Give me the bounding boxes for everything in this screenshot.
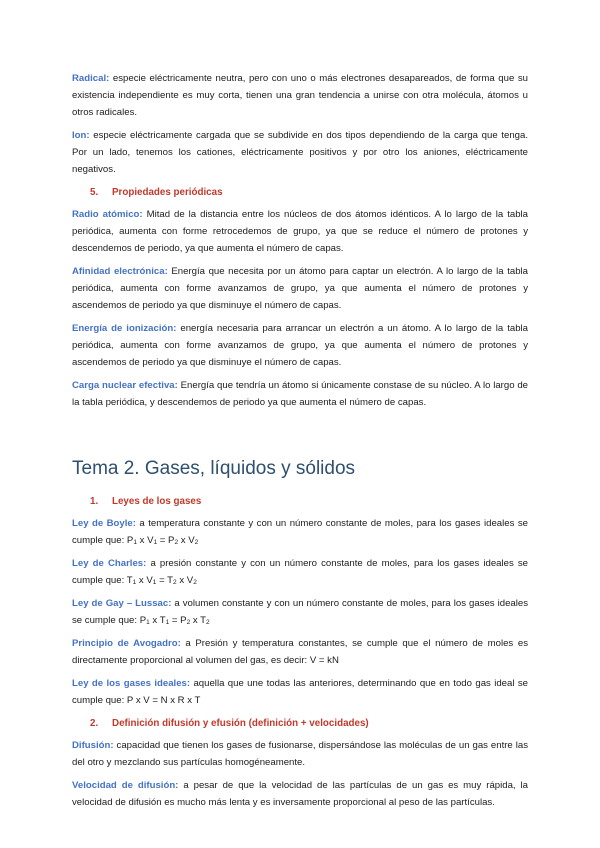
definition-text: a presión constante y con un número constante de moles, para los gases ideales se cumple que: T xyxy=(72,558,528,586)
definition-text: a temperatura constante y con un número constante de moles, para los gases ideales se cumple que: P xyxy=(72,518,528,546)
term-label: Difusión: xyxy=(72,740,114,751)
definition-ley-gay-lussac xyxy=(72,595,528,629)
definition-ley-gases-ideales xyxy=(72,675,528,709)
subscript: 2 xyxy=(186,619,191,626)
subscript: 1 xyxy=(152,579,157,586)
definition-afinidad-electronica xyxy=(72,263,528,314)
section-heading-1 xyxy=(90,493,528,510)
term-label: Energía de ionización: xyxy=(72,323,177,334)
term-label: Principio de Avogadro: xyxy=(72,638,181,649)
chapter-title: Tema 2. Gases, líquidos y sólidos xyxy=(72,458,356,479)
subscript: 2 xyxy=(174,539,179,546)
formula-part: = T xyxy=(156,575,174,586)
term-label: Radio atómico: xyxy=(72,209,143,220)
formula-part: x V xyxy=(136,535,154,546)
definition-text: Energía que necesita por un átomo para captar un electrón. A lo largo de la tabla periódica, aumenta con forme avanzamos de grupo, ya que aumenta el número de protones y ascendemos de periodo ya que disminuye el número de capas. xyxy=(72,266,529,311)
definition-ley-boyle xyxy=(72,515,528,549)
formula-part: x T xyxy=(149,615,166,626)
definition-text: especie eléctricamente neutra, pero con uno o más electrones desapareados, de forma que su existencia independiente es muy corta, tienen una gran tendencia a unirse con otra molécula, átomos u otros radicales. xyxy=(72,73,528,118)
definition-text: energía necesaria para arrancar un electrón a un átomo. A lo largo de la tabla periódica, aumenta con forme avanzamos de grupo, ya que aumenta el número de protones y ascendemos de periodo ya que disminuye el número de capas. xyxy=(72,323,528,368)
term-label: Ley de Gay – Lussac: xyxy=(72,598,172,609)
definition-principio-avogadro xyxy=(72,635,528,669)
definition-text: especie eléctricamente cargada que se subdivide en dos tipos dependiendo de la carga que tenga. Por un lado, tenemos los cationes, eléctricamente positivos y por otro los aniones, eléctricamente negativos. xyxy=(72,130,528,175)
definition-difusion xyxy=(72,737,528,771)
definition-text: capacidad que tienen los gases de fusionarse, dispersándose las moléculas de un gas entre las del otro y mezclando sus partículas homogéneamente. xyxy=(72,740,528,768)
subscript: 2 xyxy=(194,539,199,546)
definition-text: a pesar de que la velocidad de las partículas de un gas es muy rápida, la velocidad de difusión es mucho más lenta y es inversamente proporcional al peso de las partículas. xyxy=(72,780,529,808)
term-label: Ley de los gases ideales: xyxy=(72,678,191,689)
formula-part: = P xyxy=(157,535,175,546)
subscript: 2 xyxy=(173,579,177,586)
term-label: Carga nuclear efectiva: xyxy=(72,380,178,391)
definition-text: a volumen constante y con un número constante de moles, para los gases ideales se cumple que: P xyxy=(72,598,528,626)
subscript: 2 xyxy=(206,619,210,626)
subscript: 1 xyxy=(132,579,137,586)
term-label: Radical: xyxy=(72,73,110,84)
definition-carga-nuclear xyxy=(72,377,528,411)
subscript: 1 xyxy=(133,539,137,546)
formula-part: x V xyxy=(176,575,194,586)
definition-text: Energía que tendría un átomo si únicamente constase de su núcleo. A lo largo de la tabla periódica, y descendemos de periodo ya que aumenta el número de capas. xyxy=(72,380,529,408)
definition-ley-charles xyxy=(72,555,528,589)
definition-text: aquella que une todas las anteriores, determinando que en todo gas ideal se cumple que: P x V = N x R x T xyxy=(72,678,528,706)
section-title: Leyes de los gases xyxy=(112,496,202,507)
term-label: Ley de Boyle: xyxy=(72,518,136,529)
formula-part: x V xyxy=(178,535,195,546)
section-number: 2. xyxy=(90,718,99,729)
definition-energia-ionizacion xyxy=(72,320,528,371)
formula-part: = P xyxy=(169,615,187,626)
subscript: 1 xyxy=(165,619,170,626)
section-heading-5 xyxy=(90,184,528,201)
subscript: 2 xyxy=(193,579,197,586)
section-number: 1. xyxy=(90,496,99,507)
formula-part: x T xyxy=(190,615,207,626)
term-label: Afinidad electrónica: xyxy=(72,266,168,277)
section-title: Propiedades periódicas xyxy=(112,187,223,198)
definition-radio-atomico xyxy=(72,206,528,257)
definition-velocidad-difusion xyxy=(72,777,528,811)
term-label: Ley de Charles: xyxy=(72,558,147,569)
definition-radical xyxy=(72,70,528,121)
definition-text: Mitad de la distancia entre los núcleos de dos átomos idénticos. A lo largo de la tabla periódica, aumenta con forme retrocedemos de grupo, ya que se reduce el número de protones y descendemos de periodo, ya que aumenta el número de capas. xyxy=(72,209,529,254)
term-label: Ion: xyxy=(72,130,90,141)
section-heading-2 xyxy=(90,715,528,732)
subscript: 1 xyxy=(146,619,150,626)
formula-part: x V xyxy=(136,575,153,586)
section-number: 5. xyxy=(90,187,99,198)
definition-ion xyxy=(72,127,528,178)
definition-text: a Presión y temperatura constantes, se cumple que el número de moles es directamente proporcional al volumen del gas, es decir: V = kN xyxy=(72,638,529,666)
section-title: Definición difusión y efusión (definición + velocidades) xyxy=(112,718,369,729)
subscript: 1 xyxy=(153,539,158,546)
term-label: Velocidad de difusión: xyxy=(72,780,179,791)
